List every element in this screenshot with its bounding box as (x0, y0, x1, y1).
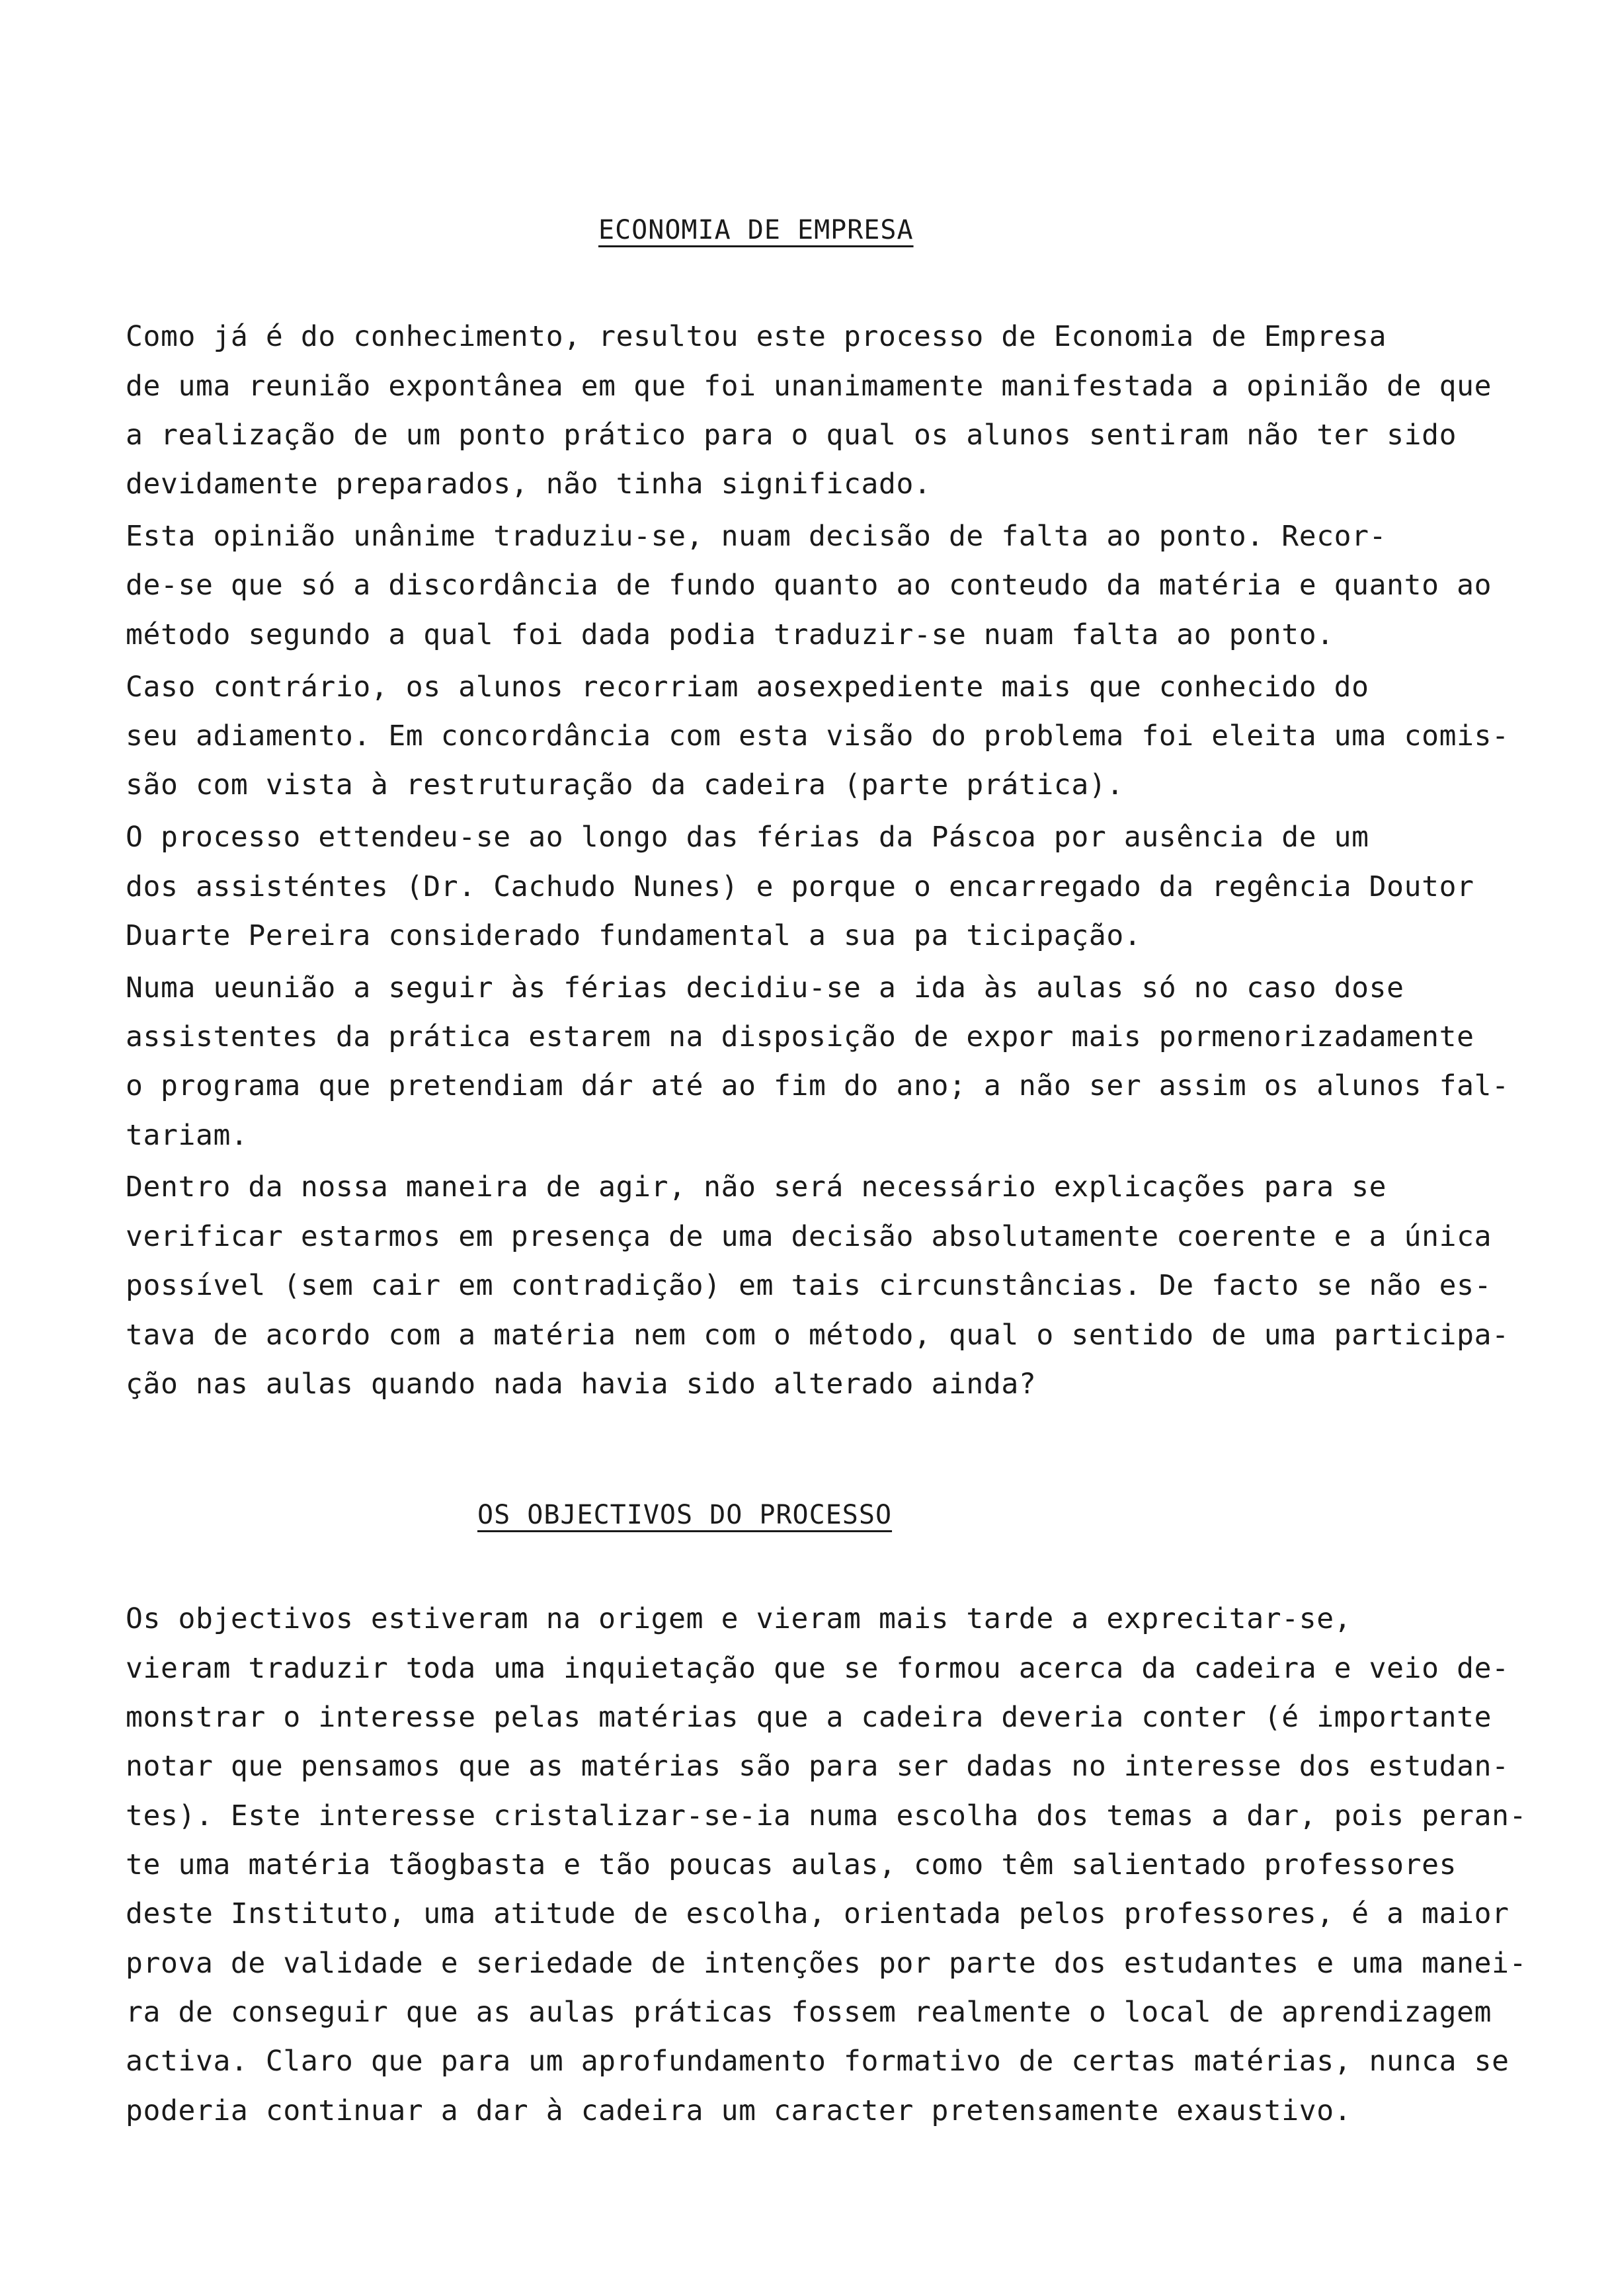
paragraph-line: O processo ettendeu-se ao longo das férias da Páscoa por ausência de um (126, 821, 1369, 854)
paragraph-line: vieram traduzir toda uma inquietação que se formou acerca da cadeira e veio de- (126, 1652, 1509, 1685)
section-heading-economia-de-empresa: ECONOMIA DE EMPRESA (598, 215, 914, 245)
paragraph-line: verificar estarmos em presença de uma decisão absolutamente coerente e a única (126, 1220, 1492, 1253)
paragraph-line: devidamente preparados, não tinha significado. (126, 468, 932, 501)
paragraph-line: de uma reunião expontânea em que foi unanimamente manifestada a opinião de que (126, 370, 1492, 403)
paragraph-line: te uma matéria tãogbasta e tão poucas aulas, como têm salientado professores (126, 1848, 1457, 1881)
paragraph-line: o programa que pretendiam dár até ao fim do ano; a não ser assim os alunos fal- (126, 1069, 1509, 1102)
paragraph-line: assistentes da prática estarem na disposição de expor mais pormenorizadamente (126, 1020, 1474, 1053)
paragraph-line: deste Instituto, uma atitude de escolha, orientada pelos professores, é a maior (126, 1897, 1509, 1930)
paragraph-line: possível (sem cair em contradição) em tais circunstâncias. De facto se não es- (126, 1269, 1492, 1302)
paragraph-line: método segundo a qual foi dada podia traduzir-se nuam falta ao ponto. (126, 618, 1334, 651)
paragraph-line: poderia continuar a dar à cadeira um caracter pretensamente exaustivo. (126, 2094, 1352, 2127)
paragraph-line: ra de conseguir que as aulas práticas fossem realmente o local de aprendizagem (126, 1996, 1492, 2029)
paragraph-line: seu adiamento. Em concordância com esta visão do problema foi eleita uma comis- (126, 719, 1509, 753)
paragraph-line: Dentro da nossa maneira de agir, não será necessário explicações para se (126, 1170, 1387, 1204)
paragraph-line: monstrar o interesse pelas matérias que a cadeira deveria conter (é importante (126, 1701, 1492, 1734)
paragraph-line: activa. Claro que para um aprofundamento formativo de certas matérias, nunca se (126, 2045, 1509, 2078)
paragraph-line: tes). Este interesse cristalizar-se-ia numa escolha dos temas a dar, pois peran- (126, 1799, 1527, 1832)
paragraph-line: Esta opinião unânime traduziu-se, nuam decisão de falta ao ponto. Recor- (126, 520, 1387, 553)
paragraph-line: ção nas aulas quando nada havia sido alterado ainda? (126, 1368, 1037, 1401)
section-heading-os-objectivos-do-processo: OS OBJECTIVOS DO PROCESSO (477, 1500, 893, 1530)
paragraph-line: Os objectivos estiveram na origem e vieram mais tarde a exprecitar-se, (126, 1602, 1352, 1635)
paragraph-line: prova de validade e seriedade de intenções por parte dos estudantes e uma manei- (126, 1947, 1527, 1980)
paragraph-line: notar que pensamos que as matérias são para ser dadas no interesse dos estudan- (126, 1750, 1509, 1783)
paragraph-line: Numa ueunião a seguir às férias decidiu-se a ida às aulas só no caso dose (126, 971, 1404, 1004)
paragraph-line: dos assisténtes (Dr. Cachudo Nunes) e porque o encarregado da regência Doutor (126, 870, 1474, 903)
paragraph-line: Como já é do conhecimento, resultou este processo de Economia de Empresa (126, 320, 1387, 353)
paragraph-line: tava de acordo com a matéria nem com o método, qual o sentido de uma participa- (126, 1319, 1509, 1352)
paragraph-line: são com vista à restruturação da cadeira (parte prática). (126, 768, 1124, 801)
paragraph-line: tariam. (126, 1119, 249, 1152)
paragraph-line: de-se que só a discordância de fundo quanto ao conteudo da matéria e quanto ao (126, 569, 1492, 602)
paragraph-line: a realização de um ponto prático para o qual os alunos sentiram não ter sido (126, 419, 1457, 452)
paragraph-line: Duarte Pereira considerado fundamental a sua pa ticipação. (126, 919, 1142, 952)
paragraph-line: Caso contrário, os alunos recorriam aosexpediente mais que conhecido do (126, 671, 1369, 704)
